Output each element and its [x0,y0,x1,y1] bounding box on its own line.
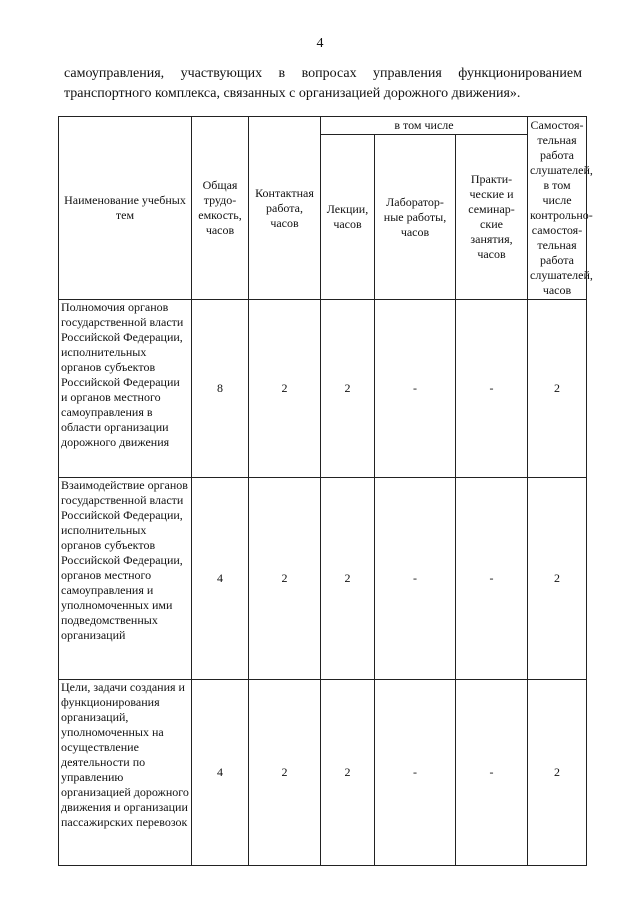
independent-cell: 2 [528,680,587,866]
header-independent: Самостоя-тельная работа слушателей, в том числе контрольно-самостоя-тельная работа слушателей, часов [528,117,587,300]
topic-cell: Полномочия органов государственной власти Российской Федерации, исполнительных органов субъектов Российской Федерации и органов местного самоуправления в области организации дорожного движения [59,300,192,478]
labs-cell: - [375,478,456,680]
total-cell: 4 [192,680,249,866]
intro-line-1 [64,64,582,84]
intro-word: управления [373,66,442,81]
topic-cell: Цели, задачи создания и функционирования организаций, уполномоченных на осуществление деятельности по управлению организацией дорожного движения и организации пассажирских перевозок [59,680,192,866]
table-row [59,300,587,478]
table-row [59,680,587,866]
labs-cell: - [375,680,456,866]
intro-word: вопросах [301,66,357,81]
header-row [59,117,587,135]
practice-cell: - [456,300,528,478]
contact-cell: 2 [249,680,321,866]
lectures-cell: 2 [321,680,375,866]
table-row [59,478,587,680]
practice-cell: - [456,680,528,866]
intro-word: функционированием [458,66,582,81]
topic-cell: Взаимодействие органов государственной власти Российской Федерации, исполнительных органов субъектов Российской Федерации, органов местного самоуправления и уполномоченных ими подведомственных организаций [59,478,192,680]
total-cell: 4 [192,478,249,680]
page-number: 4 [316,36,324,51]
contact-cell: 2 [249,300,321,478]
total-cell: 8 [192,300,249,478]
independent-cell: 2 [528,300,587,478]
header-topic: Наименование учебных тем [59,117,192,300]
header-lectures: Лекции, часов [321,135,375,300]
lectures-cell: 2 [321,478,375,680]
contact-cell: 2 [249,478,321,680]
intro-line-2: транспортного комплекса, связанных с организацией дорожного движения». [64,86,521,101]
curriculum-table [58,116,593,866]
header-practice: Практи-ческие и семинар-ские занятия, часов [456,135,528,300]
intro-word: самоуправления, [64,66,165,81]
practice-cell: - [456,478,528,680]
header-total: Общая трудо-емкость, часов [192,117,249,300]
lectures-cell: 2 [321,300,375,478]
labs-cell: - [375,300,456,478]
intro-word: в [278,66,286,81]
intro-word: участвующих [180,66,263,81]
independent-cell: 2 [528,478,587,680]
intro-paragraph [64,64,582,104]
header-labs: Лаборатор-ные работы, часов [375,135,456,300]
header-including: в том числе [321,117,528,135]
header-contact: Контактная работа, часов [249,117,321,300]
